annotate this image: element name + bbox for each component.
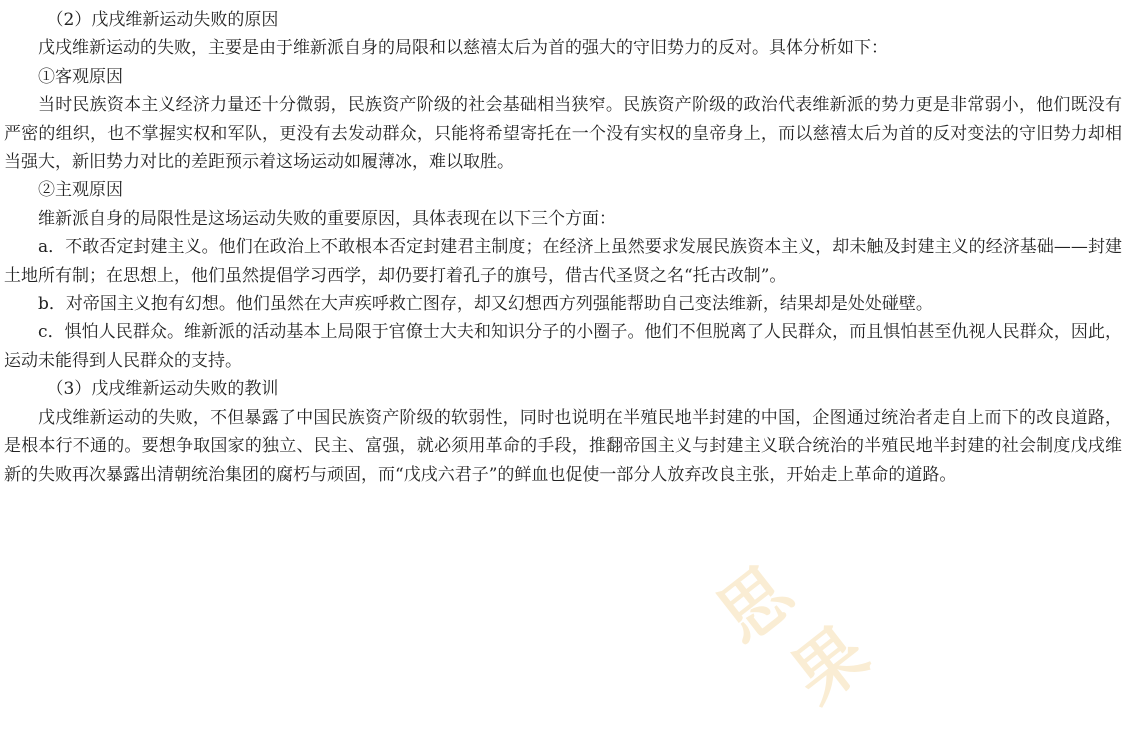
section-heading-lessons: （3）戊戌维新运动失败的教训: [46, 379, 279, 400]
subheading-objective-reasons: ①客观原因: [38, 66, 123, 87]
section-heading-failure-reasons: （2）戊戌维新运动失败的原因: [46, 10, 279, 30]
objective-reasons-paragraph: 当时民族资本主义经济力量还十分微弱，民族资产阶级的社会基础相当狭窄。民族资产阶级的政治代表维新派的势力更是非常弱小，他们既没有严密的组织，也不掌握实权和军队，更没有去发动群众，只能将希望寄托在一个没有实权的皇帝身上，而以慈禧太后为首的反对变法的守旧势力却相当强大，新旧势力对比的差距预示着这场运动如履薄冰，难以取胜。: [4, 95, 1122, 173]
watermark-glyph-2: 果: [777, 611, 883, 719]
subjective-reasons-intro: 维新派自身的局限性是这场运动失败的重要原因，具体表现在以下三个方面：: [38, 208, 616, 229]
intro-paragraph: 戊戌维新运动的失败，主要是由于维新派自身的局限和以慈禧太后为首的强大的守旧势力的反对。具体分析如下：: [38, 38, 888, 59]
point-a-paragraph: a．不敢否定封建主义。他们在政治上不敢根本否定封建君主制度；在经济上虽然要求发展民族资本主义，却未触及封建主义的经济基础——封建土地所有制；在思想上，他们虽然提倡学习西学，却仍要打着孔子的旗号，借古代圣贤之名“托古改制”。: [4, 237, 1122, 286]
watermark-glyph-1: 思: [702, 551, 808, 659]
lessons-paragraph: 戊戌维新运动的失败，不但暴露了中国民族资产阶级的软弱性，同时也说明在半殖民地半封建的中国，企图通过统治者走自上而下的改良道路，是根本行不通的。要想争取国家的独立、民主、富强，就必须用革命的手段，推翻帝国主义与封建主义联合统治的半殖民地半封建的社会制度戊戌维新的失败再次暴露出清朝统治集团的腐朽与顽固，而“戊戌六君子”的鲜血也促使一部分人放弃改良主张，开始走上革命的道路。: [4, 407, 1122, 485]
point-b-paragraph: b．对帝国主义抱有幻想。他们虽然在大声疾呼救亡图存，却又幻想西方列强能帮助自己变法维新，结果却是处处碰壁。: [38, 294, 933, 315]
point-c-paragraph: c．惧怕人民群众。维新派的活动基本上局限于官僚士大夫和知识分子的小圈子。他们不但脱离了人民群众，而且惧怕甚至仇视人民群众，因此，运动未能得到人民群众的支持。: [4, 322, 1122, 371]
subheading-subjective-reasons: ②主观原因: [38, 180, 123, 201]
